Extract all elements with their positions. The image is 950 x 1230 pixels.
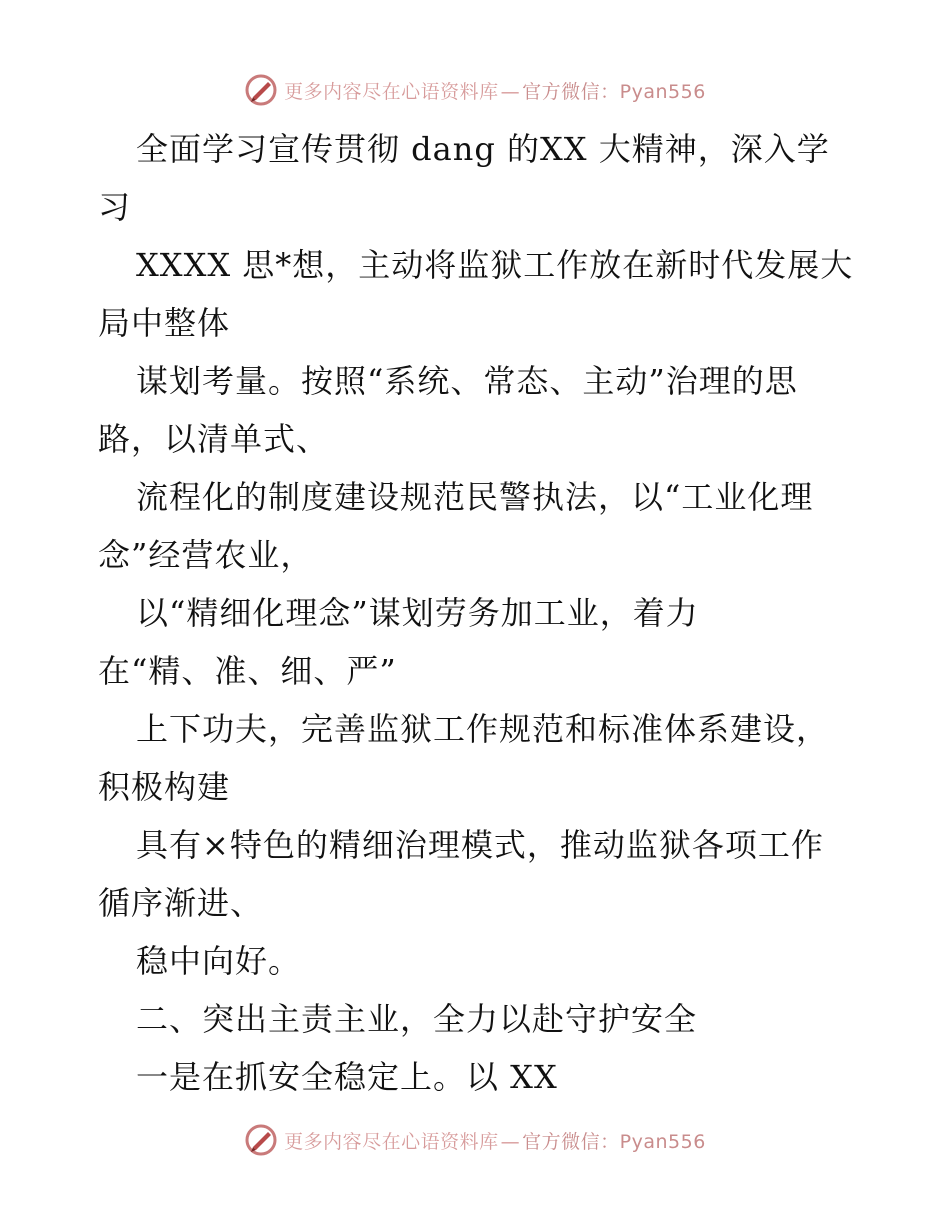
watermark-dash: — xyxy=(500,1130,521,1153)
paragraph-line: 在“精、准、细、严” xyxy=(98,652,397,690)
paragraph-line: 路，以清单式、 xyxy=(98,420,330,458)
watermark-site-name: 更多内容尽在心语资料库 xyxy=(284,80,499,103)
watermark-text xyxy=(284,1127,706,1154)
paragraph-line: 局中整体 xyxy=(98,304,231,342)
paragraph-line: 一是在抓安全稳定上。以 XX xyxy=(136,1058,558,1096)
footer-watermark xyxy=(0,1120,950,1160)
paragraph-line: 循序渐进、 xyxy=(98,884,264,922)
header-watermark xyxy=(0,70,950,110)
document-body xyxy=(98,120,858,1106)
paragraph-line: 具有×特色的精细治理模式，推动监狱各项工作 xyxy=(136,826,824,864)
paragraph-line: 流程化的制度建设规范民警执法，以“工业化理 xyxy=(136,478,814,516)
watermark-dash: — xyxy=(500,80,521,103)
paragraph-line: 习 xyxy=(98,188,132,226)
paragraph-line: 谋划考量。按照“系统、常态、主动”治理的思 xyxy=(136,362,798,400)
section-heading: 二、突出主责主业，全力以赴守护安全 xyxy=(136,1000,698,1038)
watermark-wechat: 官方微信：Pyan556 xyxy=(522,80,706,103)
brand-logo-icon xyxy=(244,1123,278,1157)
paragraph-line: 全面学习宣传贯彻 dang 的XX 大精神，深入学 xyxy=(136,130,830,168)
paragraph-line: 念”经营农业， xyxy=(98,536,314,574)
paragraph-line: 积极构建 xyxy=(98,768,231,806)
watermark-wechat: 官方微信：Pyan556 xyxy=(522,1130,706,1153)
brand-logo-icon xyxy=(244,73,278,107)
paragraph-line: 以“精细化理念”谋划劳务加工业，着力 xyxy=(136,594,699,632)
watermark-site-name: 更多内容尽在心语资料库 xyxy=(284,1130,499,1153)
watermark-text xyxy=(284,77,706,104)
paragraph-line: 稳中向好。 xyxy=(136,942,302,980)
paragraph-line: 上下功夫，完善监狱工作规范和标准体系建设， xyxy=(136,710,830,748)
paragraph-line: XXXX 思*想，主动将监狱工作放在新时代发展大 xyxy=(136,246,854,284)
